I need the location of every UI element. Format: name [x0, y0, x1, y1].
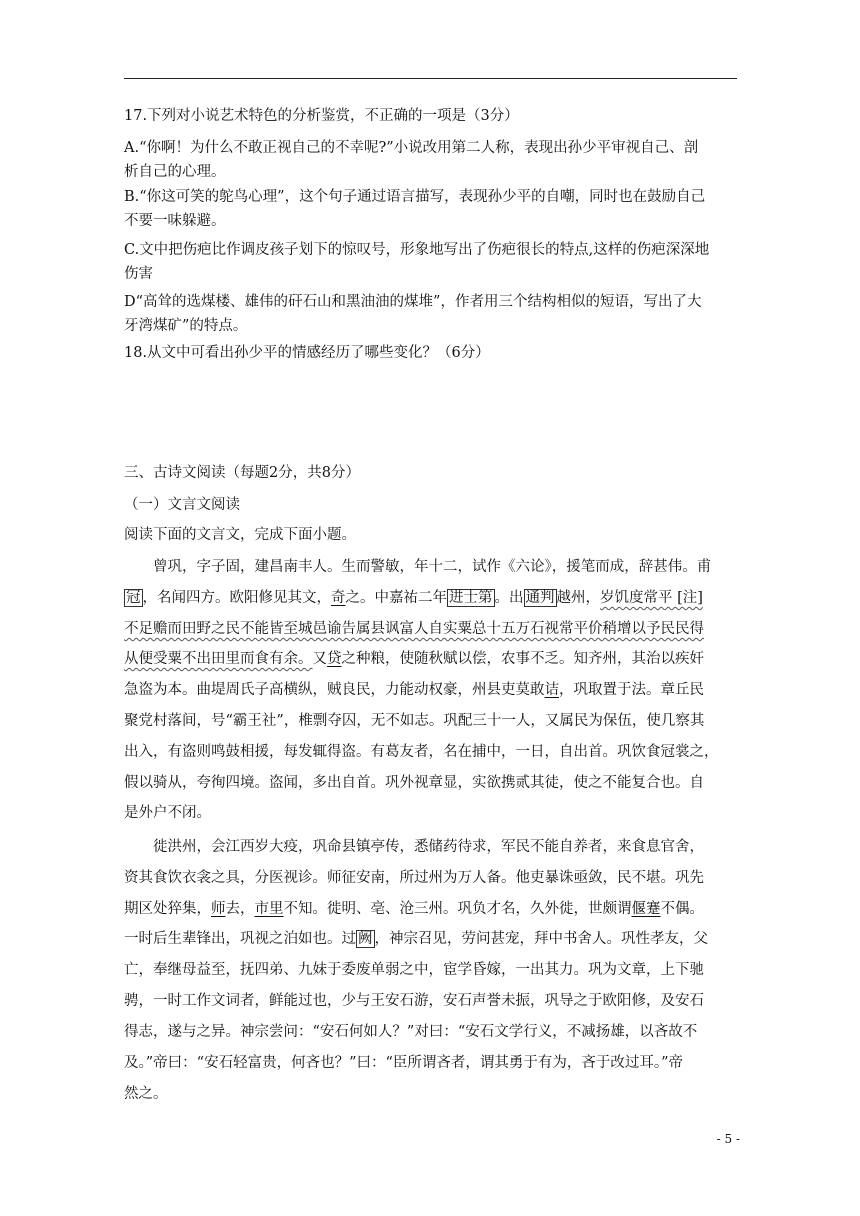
- passage-p2-line-5: 亡，奉继母益至，抚四弟、九妹于委废单弱之中，宦学昏嫁，一出其力。巩为文章，上下驰: [124, 962, 704, 978]
- q17-option-c-line1: C.文中把伤疤比作调皮孩子划下的惊叹号，形象地写出了伤疤很长的特点,这样的伤疤深深地: [124, 242, 710, 258]
- passage-text: 急盗为本。曲堤周氏子高横纵，贼良民，力能动权豪，州县吏莫敢: [124, 682, 545, 698]
- header-rule: [124, 78, 737, 79]
- passage-text: 之。中嘉祐二年: [345, 590, 447, 606]
- passage-line-8: 假以骑从，夸徇四境。盗闻，多出自首。巩外视章显，实欲携贰其徒，使之不能复合也。自: [124, 775, 704, 791]
- passage-text: 不偶。: [660, 901, 704, 917]
- passage-line-7: 出入，有盗则鸣鼓相援，每发辄得盗。有葛友者，名在捕中，一日，自出首。巩饮食冠裳之，: [124, 744, 719, 760]
- underlined-word-shili: 市里: [254, 901, 284, 917]
- passage-line-5: [124, 678, 704, 699]
- underlined-word-dai: 贷: [327, 651, 342, 667]
- passage-line-3-wavy: 不足赡而田野之民不能皆至城邑谕告属县讽富人自实粟总十五万石视常平价稍增以予民民得: [124, 621, 704, 637]
- passage-text: ，名闻四方。欧阳修见其文，: [142, 590, 331, 606]
- passage-line-1: 曾巩，字子固，建昌南丰人。生而警敏，年十二，试作《六论》，援笔而成，辞甚伟。甫: [153, 559, 712, 575]
- question-17-stem: 17.下列对小说艺术特色的分析鉴赏，不正确的一项是（3分）: [124, 108, 519, 124]
- q17-option-a-line2: 析自己的心理。: [124, 164, 226, 180]
- section-3-title: 三、古诗文阅读（每题2分，共8分）: [124, 465, 360, 481]
- q17-option-b-line1: B.“你这可笑的鸵鸟心理”，这个句子通过语言描写，表现孙少平的自嘲，同时也在鼓励自己: [124, 189, 706, 205]
- passage-line-9: 是外户不闭。: [124, 805, 211, 821]
- passage-line-2: [124, 586, 703, 607]
- q17-option-a-line1: A.“你啊！为什么不敢正视自己的不幸呢?”小说改用第二人称，表现出孙少平审视自己、剖: [124, 140, 699, 156]
- passage-p2-line-9: 然之。: [124, 1086, 168, 1102]
- passage-text: 一时后生辈锋出，巩视之泊如也。过: [124, 931, 356, 947]
- passage-line-4: [124, 647, 704, 668]
- page-number: - 5 -: [716, 1132, 740, 1146]
- q17-option-b-line2: 不要一味躲避。: [124, 213, 226, 229]
- passage-text: ，巩取置于法。章丘民: [559, 682, 704, 698]
- passage-p2-line-7: 得志，遂与之异。神宗尝问：“安石何如人？”对曰：“安石文学行义，不减扬雄，以吝故不: [124, 1024, 698, 1040]
- boxed-word-que: 阙: [358, 931, 373, 947]
- passage-p2-line-2: 资其食饮衣衾之具，分医视诊。师征安南，所过州为万人备。他吏暴诛亟敛，民不堪。巩先: [124, 870, 704, 886]
- boxed-word-jinshidi: 进士第: [449, 590, 493, 606]
- wavy-underlined-sentence-end: 从便受粟不出田里而食有余。: [124, 651, 313, 667]
- passage-text: 不知。徙明、亳、沧三州。巩负才名，久外徙，世颇谓: [283, 901, 632, 917]
- boxed-word-guan: 冠: [126, 590, 141, 606]
- underlined-word-shi: 师: [211, 901, 226, 917]
- passage-text: 去，: [225, 901, 255, 917]
- passage-p2-line-8: 及。”帝曰：“安石轻富贵，何吝也？”曰：“臣所谓吝者，谓其勇于有为，吝于改过耳。”帝: [124, 1055, 684, 1071]
- boxed-word-tongpan: 通判: [525, 590, 555, 606]
- passage-line-6: 聚党村落间，号“霸王社”，椎剽夺囚，无不如志。巩配三十一人，又属民为保伍，使几察其: [124, 713, 705, 729]
- passage-p2-line-3: [124, 897, 704, 918]
- passage-p2-line-4: [124, 927, 708, 948]
- q17-option-d-line1: D“高耸的选煤楼、雄伟的矸石山和黑油油的煤堆”，作者用三个结构相似的短语，写出了大: [124, 294, 702, 310]
- passage-text: 又: [312, 651, 327, 667]
- q17-option-d-line2: 牙湾煤矿”的特点。: [124, 318, 248, 334]
- passage-text: ，神宗召见，劳问甚宠，拜中书舍人。巩性孝友，父: [374, 931, 708, 947]
- passage-text: 期区处猝集，: [124, 901, 211, 917]
- wavy-underlined-sentence: 岁饥度常平 [注]: [600, 590, 703, 606]
- question-18-stem: 18.从文中可看出孙少平的情感经历了哪些变化？（6分）: [124, 345, 490, 361]
- underlined-word-qi: 奇: [331, 590, 346, 606]
- passage-p2-line-6: 骋，一时工作文词者，鲜能过也，少与王安石游，安石声誉未振，巩导之于欧阳修，及安石: [124, 993, 704, 1009]
- q17-option-c-line2: 伤害: [124, 266, 153, 282]
- passage-text: 。出: [494, 590, 524, 606]
- underlined-word-jie: 诘: [544, 682, 559, 698]
- passage-text: 越州，: [556, 590, 600, 606]
- section-3-instruction: 阅读下面的文言文，完成下面小题。: [124, 527, 356, 543]
- passage-p2-line-1: 徙洪州，会江西岁大疫，巩命县镇亭传，悉储药待求，军民不能自养者，来食息官舍，: [153, 839, 704, 855]
- passage-text: 之种粮，使随秋赋以偿，农事不乏。知齐州，其治以疾奸: [341, 651, 704, 667]
- underlined-word-yanjian: 偃蹇: [631, 901, 661, 917]
- section-3-subtitle: （一）文言文阅读: [124, 497, 240, 513]
